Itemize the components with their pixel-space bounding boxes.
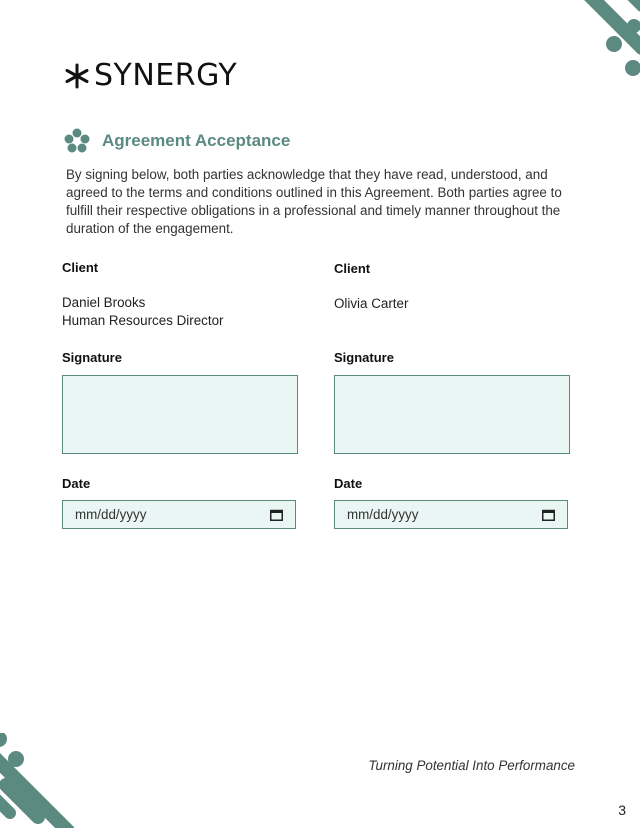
corner-decoration-top — [530, 0, 640, 95]
client-label: Client — [334, 261, 371, 276]
date-label: Date — [62, 476, 91, 491]
page-number: 3 — [618, 802, 626, 818]
signature-label: Signature — [62, 350, 122, 365]
corner-decoration-bottom — [0, 733, 100, 828]
brand-name: SYNERGY — [94, 58, 238, 93]
intro-paragraph: By signing below, both parties acknowledge that they have read, understood, and agreed to the terms and conditions outlined in this Agreement. Both parties agree to fulfill their respective obligations in a professional and timely manner throughout the duration of the engagement. — [66, 167, 562, 236]
client-label: Client — [62, 260, 99, 275]
client-name: Olivia Carter — [334, 296, 409, 311]
date-input[interactable] — [62, 500, 296, 529]
calendar-icon[interactable] — [270, 509, 283, 521]
client-title: Human Resources Director — [62, 313, 224, 328]
section-header — [64, 128, 290, 154]
signature-field[interactable] — [334, 375, 570, 454]
footer-tagline: Turning Potential Into Performance — [368, 758, 575, 773]
signature-label: Signature — [334, 350, 394, 365]
signature-field[interactable] — [62, 375, 298, 454]
date-label: Date — [334, 476, 363, 491]
calendar-icon[interactable] — [542, 509, 555, 521]
date-input[interactable] — [334, 500, 568, 529]
brand-logo — [64, 58, 237, 93]
client-name: Daniel Brooks — [62, 295, 146, 310]
date-placeholder: mm/dd/yyyy — [347, 507, 419, 522]
asterisk-logo-icon — [64, 63, 90, 89]
date-placeholder: mm/dd/yyyy — [75, 507, 147, 522]
flower-icon — [64, 128, 90, 154]
section-title: Agreement Acceptance — [102, 131, 291, 150]
